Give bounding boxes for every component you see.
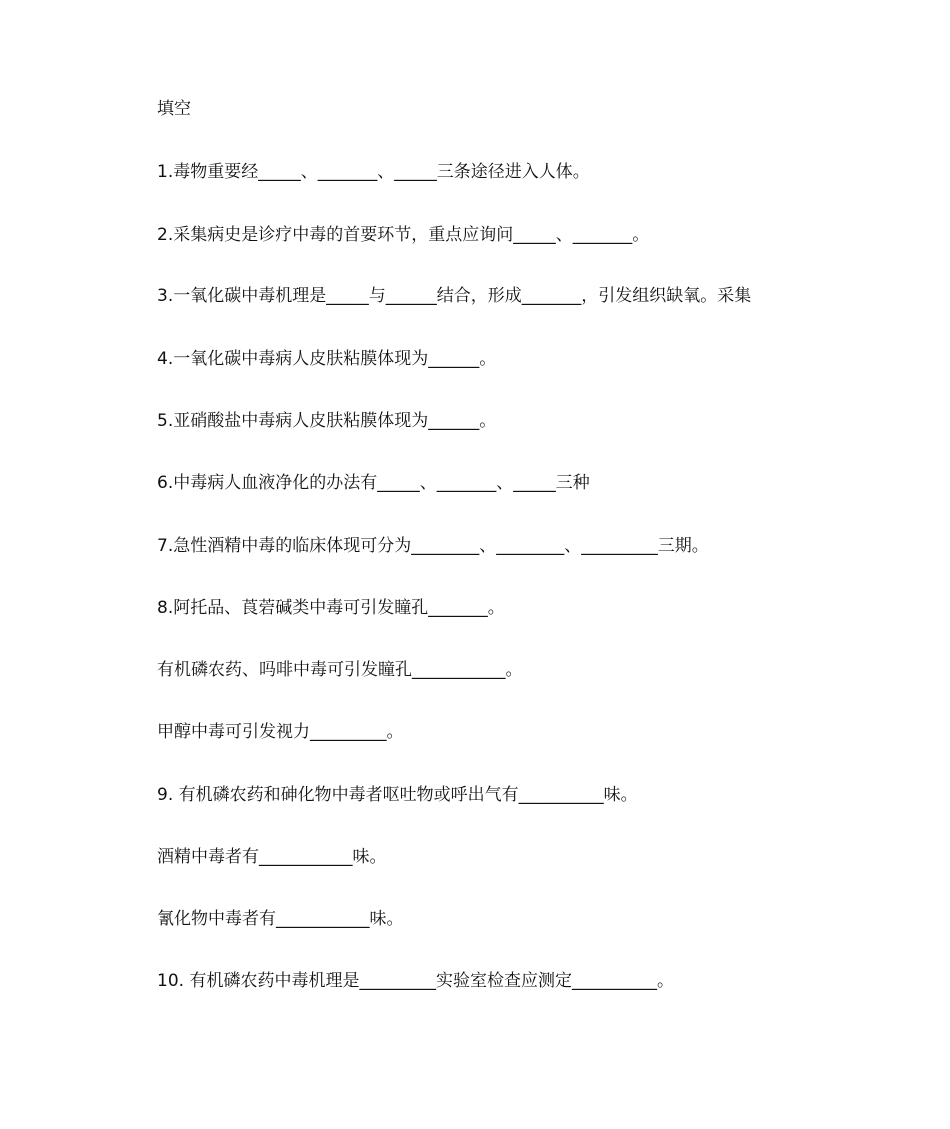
question-7: 7.急性酒精中毒的临床体现可分为________、________、_________三期。 bbox=[157, 536, 709, 556]
page-title: 填空 bbox=[157, 99, 191, 119]
question-5: 5.亚硝酸盐中毒病人皮肤粘膜体现为______。 bbox=[157, 411, 497, 431]
question-8: 8.阿托品、莨菪碱类中毒可引发瞳孔_______。 bbox=[157, 598, 505, 618]
question-1: 1.毒物重要经_____、_______、_____三条途径进入人体。 bbox=[157, 162, 590, 182]
question-6: 6.中毒病人血液净化的办法有_____、_______、_____三种 bbox=[157, 473, 590, 493]
question-2: 2.采集病史是诊疗中毒的首要环节，重点应询问_____、_______。 bbox=[157, 225, 650, 245]
question-9-sub-1: 酒精中毒者有___________味。 bbox=[157, 847, 387, 867]
question-3: 3.一氧化碳中毒机理是_____与______结合，形成_______，引发组织缺氧。采集 bbox=[157, 286, 752, 306]
question-4: 4.一氧化碳中毒病人皮肤粘膜体现为______。 bbox=[157, 349, 497, 369]
question-8-sub-2: 甲醇中毒可引发视力_________。 bbox=[157, 722, 404, 742]
question-10: 10. 有机磷农药中毒机理是_________实验室检查应测定__________。 bbox=[157, 971, 674, 991]
question-9: 9. 有机磷农药和砷化物中毒者呕吐物或呼出气有__________味。 bbox=[157, 785, 638, 805]
question-8-sub-1: 有机磷农药、吗啡中毒可引发瞳孔___________。 bbox=[157, 660, 523, 680]
question-9-sub-2: 氰化物中毒者有___________味。 bbox=[157, 909, 404, 929]
